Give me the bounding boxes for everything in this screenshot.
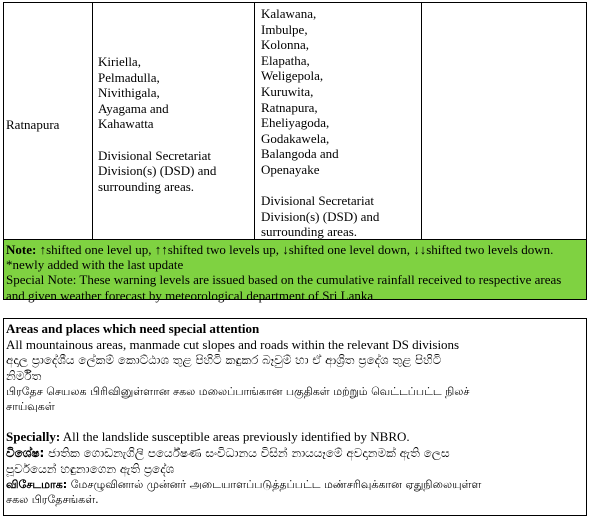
- specially-line: [6, 429, 586, 445]
- note-label: Note:: [6, 242, 37, 257]
- new-note: *newly added with the last update: [6, 257, 184, 273]
- table-row: [4, 3, 586, 239]
- dsd-text: surrounding areas.: [98, 178, 195, 194]
- area-name: Kiriella,: [98, 54, 141, 69]
- special-note-line1: Special Note: These warning levels are issued based on the cumulative rainfall received to respective areas: [6, 272, 562, 288]
- area-name: Weligepola,: [261, 68, 324, 84]
- tamil-special-label: விசேடமாக:: [6, 477, 68, 491]
- area-name: Godakawela,: [261, 130, 330, 146]
- dsd-text: Division(s) (DSD) and: [261, 208, 380, 224]
- area-name: Elapatha,: [261, 52, 310, 68]
- district-name: Ratnapura: [6, 117, 60, 132]
- area-name: Openayake: [261, 161, 320, 177]
- level2-list: [98, 54, 216, 194]
- area-name: Imbulpe,: [261, 21, 308, 37]
- areas-english: All mountainous areas, manmade cut slopes and roads within the relevant DS divisions: [6, 336, 460, 352]
- tamil-special-text: மேசழுவினால் முன்னர் அடையாளப்படுத்தப்பட்ட மண்சரிவுக்கான ஏதுநிலையுள்ள: [67, 477, 482, 491]
- areas-sinhala-line1: අදාල ප්‍රාදේශීය ලේකම් කොට්ඨාශ තුළ පිහිටි කඳුකර බෑවුම් හා ඒ ආශ්‍රිත ප්‍රදේශ තුළ පිහිටි: [6, 353, 442, 368]
- area-name: Nivithigala,: [98, 85, 160, 101]
- level3-list: [261, 6, 379, 240]
- area-name: Pelmadulla,: [98, 69, 160, 85]
- specially-tamil-line2: சகல பிரதேசங்கள்.: [6, 492, 99, 506]
- note-text: ↑shifted one level up, ↑↑shifted two levels up, ↓shifted one level down, ↓↓shifted two levels down.: [36, 242, 554, 257]
- dsd-text: Division(s) (DSD) and: [98, 163, 217, 179]
- areas-tamil-line2: சாய்வுகள்: [6, 400, 55, 414]
- areas-heading: Areas and places which need special attention: [6, 321, 260, 336]
- specially-tamil-line1: [6, 477, 586, 492]
- specially-sinhala-line2: පූර්වයෙන් හඳුනාගෙන ඇති ප්‍රදේශ: [6, 461, 175, 476]
- notes-panel: [4, 239, 586, 303]
- area-name: Ayagama and: [98, 100, 169, 116]
- area-name: Kahawatta: [98, 116, 154, 132]
- special-note-line2: and given weather forecast by meteorological department of Sri Lanka: [6, 287, 374, 303]
- note-line: [6, 242, 586, 257]
- specially-text: All the landslide susceptible areas previously identified by NBRO.: [60, 429, 410, 445]
- specially-sinhala-line1: [6, 445, 586, 461]
- sinhala-special-text: ජාතික ගොඩනැගිලි පර්යේෂණ සංවිධානය විසින් නායයෑමේ අවදානමක් ඇති ලෙස: [44, 445, 450, 460]
- area-name: Balangoda and: [261, 146, 339, 162]
- warning-table: [3, 2, 587, 303]
- dsd-text: Divisional Secretariat: [98, 147, 211, 163]
- level2-cell: [93, 3, 255, 239]
- dsd-text: Divisional Secretariat: [261, 193, 374, 209]
- area-name: Eheliyagoda,: [261, 115, 330, 131]
- area-name: Kuruwita,: [261, 83, 314, 99]
- attention-areas-box: [3, 318, 587, 516]
- specially-label: Specially:: [6, 429, 61, 445]
- area-name: Ratnapura,: [261, 99, 318, 115]
- areas-sinhala-line2: නිර්මිත: [6, 369, 42, 384]
- dsd-text: surrounding areas.: [261, 224, 358, 240]
- district-cell: [4, 3, 93, 239]
- area-name: Kalawana,: [261, 6, 317, 21]
- level4-cell: [422, 3, 586, 239]
- area-name: Kolonna,: [261, 37, 310, 53]
- sinhala-special-label: විශේෂ:: [6, 445, 45, 460]
- areas-tamil-line1: பிரதேச செயலக பிரிவினுள்ளான சகல மலைப்பாங்கான பகுதிகள் மற்றும் வெட்டப்பட்ட நிலச்: [6, 385, 470, 399]
- level3-cell: [255, 3, 422, 239]
